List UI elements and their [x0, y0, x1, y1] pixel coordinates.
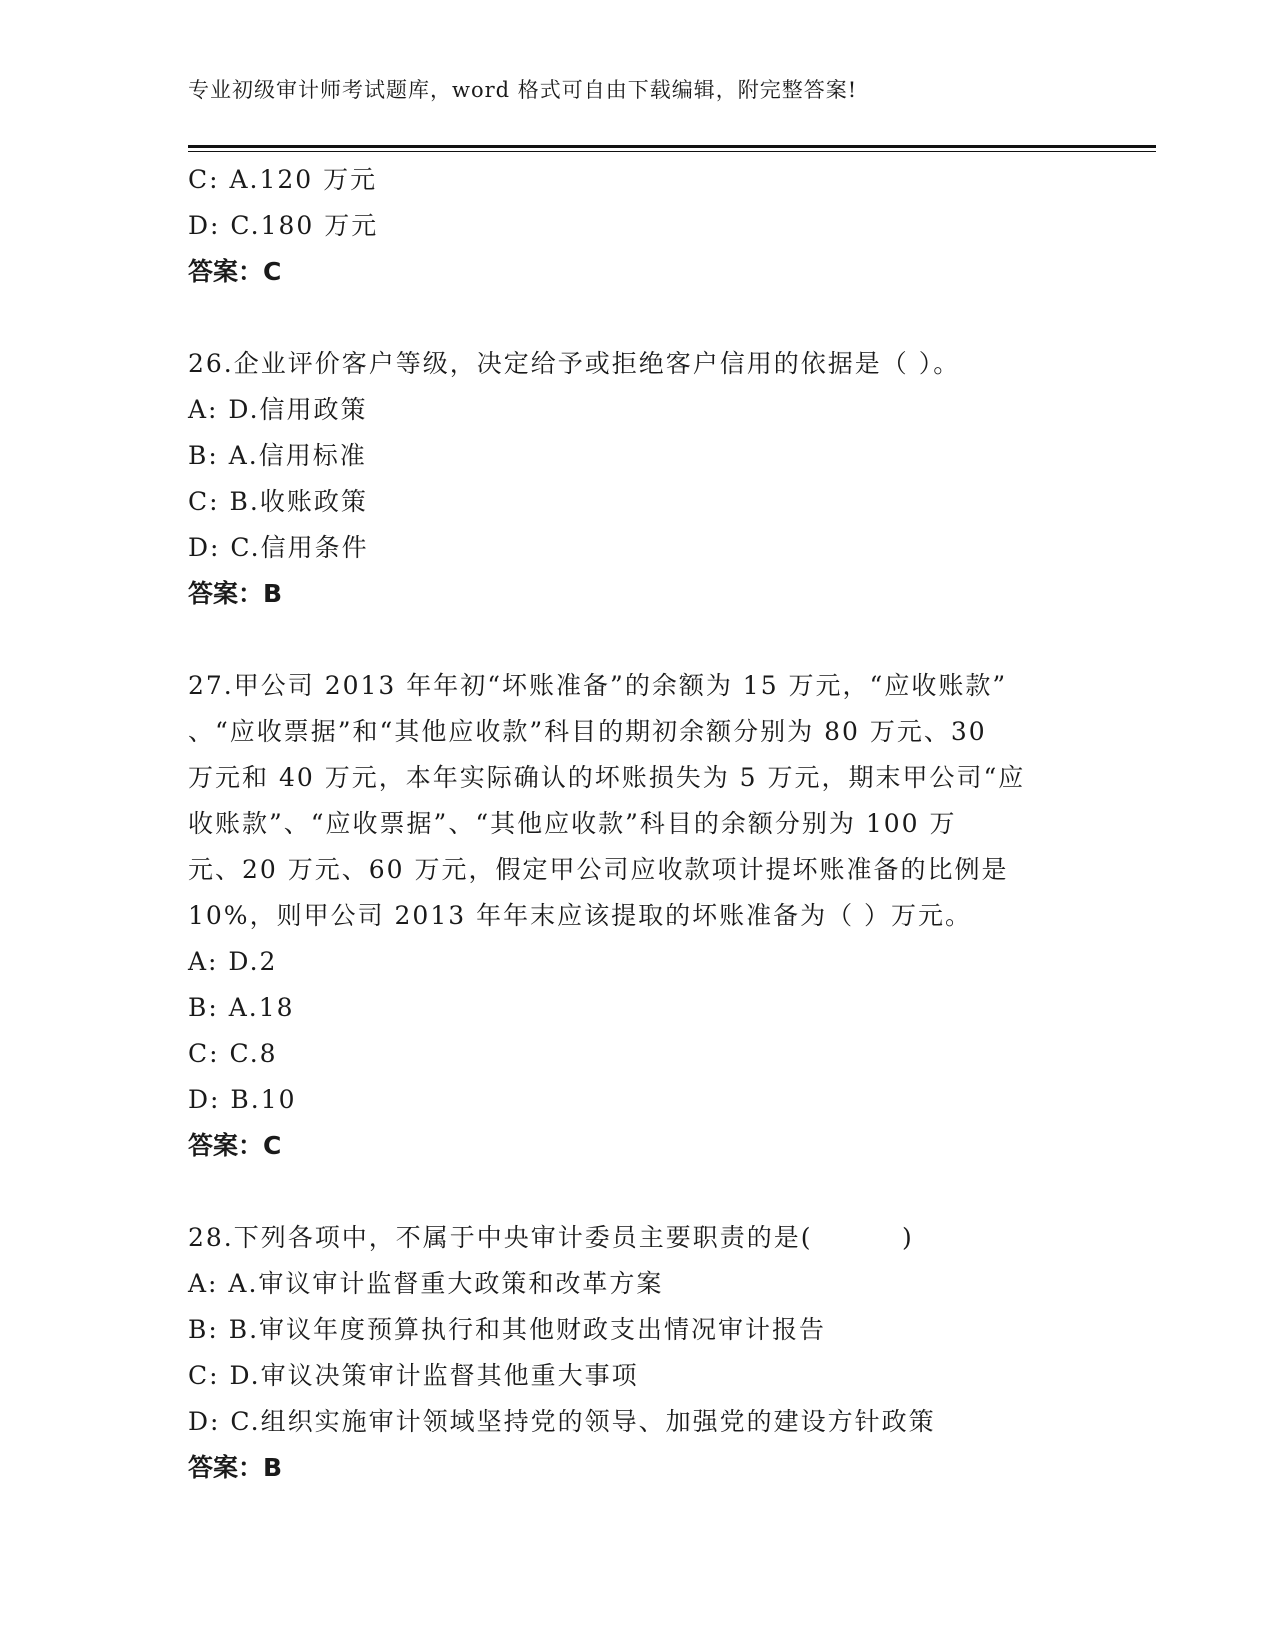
- header-rule-thick: [188, 145, 1156, 148]
- option-d: D: C.信用条件: [188, 533, 369, 562]
- page-header: 专业初级审计师考试题库，word 格式可自由下载编辑，附完整答案!: [188, 78, 858, 102]
- option-d: D: B.10: [188, 1085, 297, 1114]
- stem-line: 元、20 万元、60 万元，假定甲公司应收款项计提坏账准备的比例是: [188, 855, 1009, 884]
- option-b: B: A.信用标准: [188, 441, 367, 470]
- option-d: D: C.180 万元: [188, 211, 379, 240]
- question-stem: [188, 663, 1088, 939]
- stem-line: 10%，则甲公司 2013 年年末应该提取的坏账准备为（ ）万元。: [188, 901, 973, 930]
- option-c: C: A.120 万元: [188, 165, 378, 194]
- answer: 答案：C: [188, 1131, 282, 1160]
- question-27: [188, 663, 1088, 1169]
- option-a: A: D.信用政策: [188, 395, 368, 424]
- option-c: C: C.8: [188, 1039, 278, 1068]
- question-stem: 28.下列各项中，不属于中央审计委员主要职责的是( ): [188, 1223, 914, 1252]
- stem-line: 、“应收票据”和“其他应收款”科目的期初余额分别为 80 万元、30: [188, 717, 987, 746]
- stem-line: 收账款”、“应收票据”、“其他应收款”科目的余额分别为 100 万: [188, 809, 957, 838]
- option-a: A: D.2: [188, 947, 278, 976]
- option-a: A: A.审议审计监督重大政策和改革方案: [188, 1269, 664, 1298]
- option-d: D: C.组织实施审计领域坚持党的领导、加强党的建设方针政策: [188, 1407, 936, 1436]
- option-c: C: B.收账政策: [188, 487, 368, 516]
- spacer: [188, 1169, 1088, 1215]
- stem-line: 万元和 40 万元，本年实际确认的坏账损失为 5 万元，期末甲公司“应: [188, 763, 1026, 792]
- question-26: [188, 341, 1088, 617]
- answer: 答案：B: [188, 1453, 283, 1482]
- question-list: [188, 157, 1088, 1491]
- spacer: [188, 617, 1088, 663]
- stem-line: 27.甲公司 2013 年年初“坏账准备”的余额为 15 万元，“应收账款”: [188, 671, 1008, 700]
- spacer: [188, 295, 1088, 341]
- option-b: B: B.审议年度预算执行和其他财政支出情况审计报告: [188, 1315, 827, 1344]
- question-stem: 26.企业评价客户等级，决定给予或拒绝客户信用的依据是（ ）。: [188, 349, 961, 378]
- option-c: C: D.审议决策审计监督其他重大事项: [188, 1361, 639, 1390]
- header-rule-thin: [188, 151, 1156, 152]
- question-25-tail: [188, 157, 1088, 295]
- question-28: [188, 1215, 1088, 1491]
- option-b: B: A.18: [188, 993, 295, 1022]
- answer: 答案：C: [188, 257, 282, 286]
- answer: 答案：B: [188, 579, 283, 608]
